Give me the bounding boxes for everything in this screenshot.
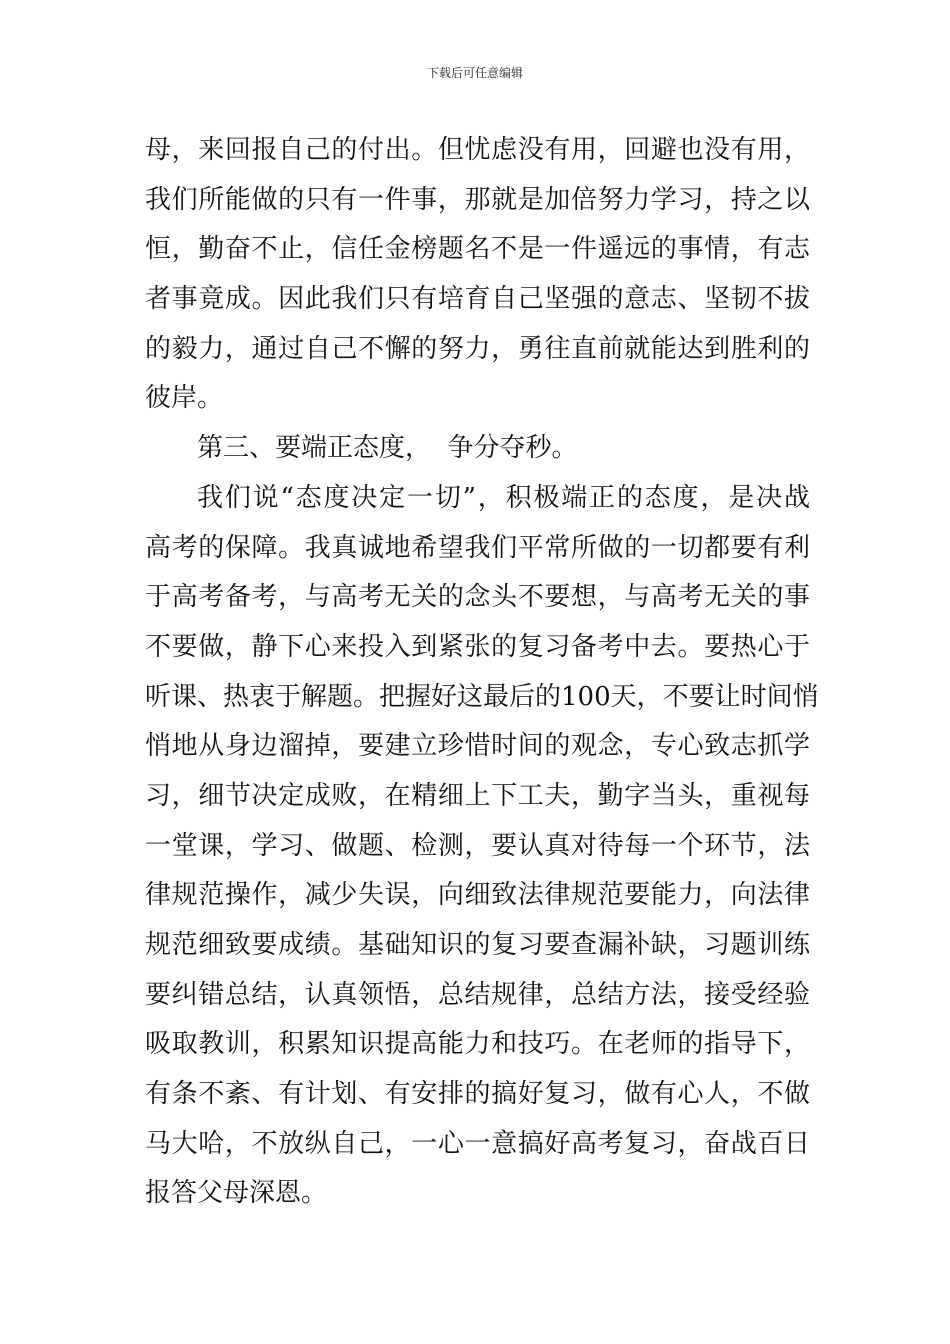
- text-line: 彼岸。: [145, 383, 224, 414]
- text-line: 一堂课，学习、做题、检测，要认真对待每一个环节，法: [145, 830, 810, 861]
- text-line: 母，来回报自己的付出。但忧虑没有用，回避也没有用，: [145, 135, 810, 165]
- heading-line: 第三、要端正态度， 争分夺秒。: [197, 433, 578, 464]
- text-line: 听课、热衷于解题。把握好这最后的100天，不要让时间悄: [145, 681, 819, 712]
- text-line: 不要做，静下心来投入到紧张的复习备考中去。要热心于: [145, 631, 810, 662]
- text-line: 习，细节决定成败，在精细上下工夫，勤字当头，重视每: [145, 780, 810, 811]
- section-heading: [145, 424, 810, 474]
- page-header: 下载后可任意编辑: [426, 66, 523, 80]
- text-line: 我们说“态度决定一切”，积极端正的态度，是决战: [197, 482, 810, 513]
- paragraph-2: [145, 474, 819, 1219]
- text-line: 者事竟成。因此我们只有培育自己坚强的意志、坚韧不拔: [145, 284, 810, 315]
- text-line: 高考的保障。我真诚地希望我们平常所做的一切都要有利: [145, 532, 810, 563]
- text-line: 的毅力，通过自己不懈的努力，勇往直前就能达到胜利的: [145, 333, 810, 364]
- text-line: 吸取教训，积累知识提高能力和技巧。在老师的指导下，: [145, 1029, 810, 1060]
- text-line: 于高考备考，与高考无关的念头不要想，与高考无关的事: [145, 582, 810, 613]
- text-line: 我们所能做的只有一件事，那就是加倍努力学习，持之以: [145, 184, 810, 215]
- text-line: 有条不紊、有计划、有安排的搞好复习，做有心人，不做: [145, 1079, 810, 1110]
- text-line: 报答父母深恩。: [145, 1178, 328, 1209]
- text-line: 律规范操作，减少失误，向细致法律规范要能力，向法律: [145, 880, 810, 911]
- document-body: [145, 126, 819, 1219]
- text-line: 规范细致要成绩。基础知识的复习要查漏补缺，习题训练: [145, 930, 810, 960]
- text-line: 悄地从身边溜掉，要建立珍惜时间的观念，专心致志抓学: [145, 731, 810, 762]
- text-line: 马大哈，不放纵自己，一心一意搞好高考复习，奋战百日: [145, 1128, 810, 1159]
- text-line: 要纠错总结，认真领悟，总结规律，总结方法，接受经验: [145, 979, 810, 1010]
- paragraph-1: [145, 126, 810, 424]
- text-line: 恒，勤奋不止，信任金榜题名不是一件遥远的事情，有志: [145, 234, 810, 265]
